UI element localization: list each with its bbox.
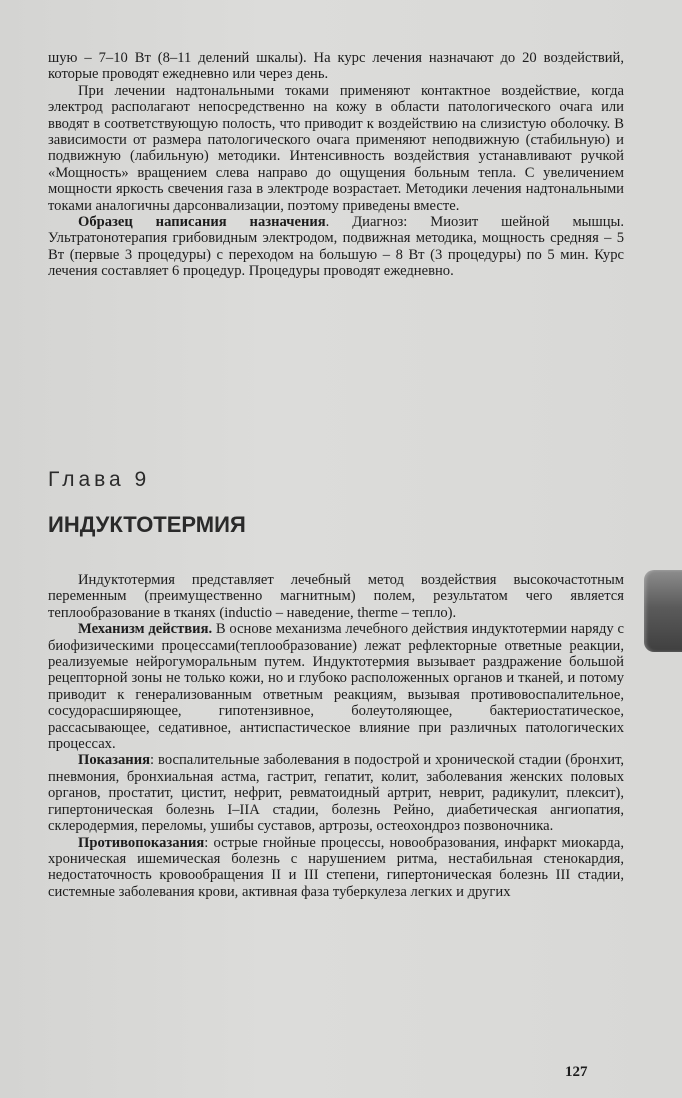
paragraph-definition: Индуктотермия представляет лечебный метод воздействия высокочастотным переменным (преимущественно магнитным) полем, результатом чего является теплообразование в тканях (inductio – наведение, therme – тепло). bbox=[48, 572, 624, 621]
prescription-lead: Образец написания назначения bbox=[78, 214, 326, 231]
paragraph-prescription-example: Образец написания назначения. Диагноз: Миозит шейной мышцы. Ультратонотерапия грибовидным электродом, подвижная методика, мощность средняя – 5 Вт (первые 3 процедуры) с переходом на большую – 8 Вт (3 процедуры) по 5 мин. Курс лечения составляет 6 процедур. Процедуры проводят ежедневно. bbox=[48, 214, 624, 280]
indications-lead: Показания bbox=[78, 752, 151, 769]
chapter-number: Глава 9 bbox=[48, 468, 151, 491]
paragraph-indications: Показания: воспалительные заболевания в подострой и хронической стадии (бронхит, пневмония, бронхиальная астма, гастрит, гепатит, колит, заболевания женских половых органов, простатит, цистит, нефрит, ревматоидный артрит, неврит, радикулит, плексит), гипертоническая болезнь I–IIА стадии, болезнь Рейно, диабетическая ангиопатия, склеродермия, переломы, ушибы суставов, артрозы, остеохондроз позвоночника. bbox=[48, 752, 624, 835]
paragraph-mechanism: Механизм действия. В основе механизма лечебного действия индуктотермии наряду с биофизическими процессами(теплообразование) лежат рефлекторные ответные реакции, реализуемые нейрогуморальным путем. Индуктотермия вызывает раздражение большой рецепторной зоны не только кожи, но и глубоко расположенных органов и тканей, и потому приводит к генерализованным ответным реакциям, вызывая противовоспалительное, сосудорасширяющее, гипотензивное, болеутоляющее, бактериостатическое, рассасывающее, седативное, антиспастическое влияние при различных патологических процессах. bbox=[48, 621, 624, 753]
text-block-bottom bbox=[48, 572, 624, 900]
contraindications-lead: Противопоказания bbox=[78, 834, 205, 851]
mechanism-lead: Механизм действия. bbox=[78, 621, 213, 638]
paragraph-contraindications: Противопоказания: острые гнойные процессы, новообразования, инфаркт миокарда, хроническая ишемическая болезнь с нарушением ритма, нестабильная стенокардия, недостаточность кровообращения II и III степени, гипертоническая болезнь III стадии, системные заболевания крови, активная фаза туберкулеза легких и других bbox=[48, 834, 624, 900]
paragraph-dosage: шую – 7–10 Вт (8–11 делений шкалы). На курс лечения назначают до 20 воздействий, которые проводят ежедневно или через день. bbox=[48, 50, 624, 83]
thumb-index-tab bbox=[644, 570, 682, 652]
paragraph-supratonal-currents: При лечении надтональными токами применяют контактное воздействие, когда электрод располагают непосредственно на кожу в области патологического очага или вводят в соответствующую полость, что приводит к воздействию на слизистую оболочку. В зависимости от размера патологического очага применяют неподвижную (стабильную) и подвижную (лабильную) методики. Интенсивность воздействия устанавливают ручкой «Мощность» вращением слева направо до ощущения больным тепла. С увеличением мощности яркость свечения газа в электроде возрастает. Методики лечения надтональными токами аналогичны дарсонвализации, поэтому приведены вместе. bbox=[48, 82, 624, 214]
text-block-top bbox=[48, 50, 624, 280]
page-number: 127 bbox=[565, 1064, 588, 1080]
chapter-title: ИНДУКТОТЕРМИЯ bbox=[48, 512, 246, 537]
